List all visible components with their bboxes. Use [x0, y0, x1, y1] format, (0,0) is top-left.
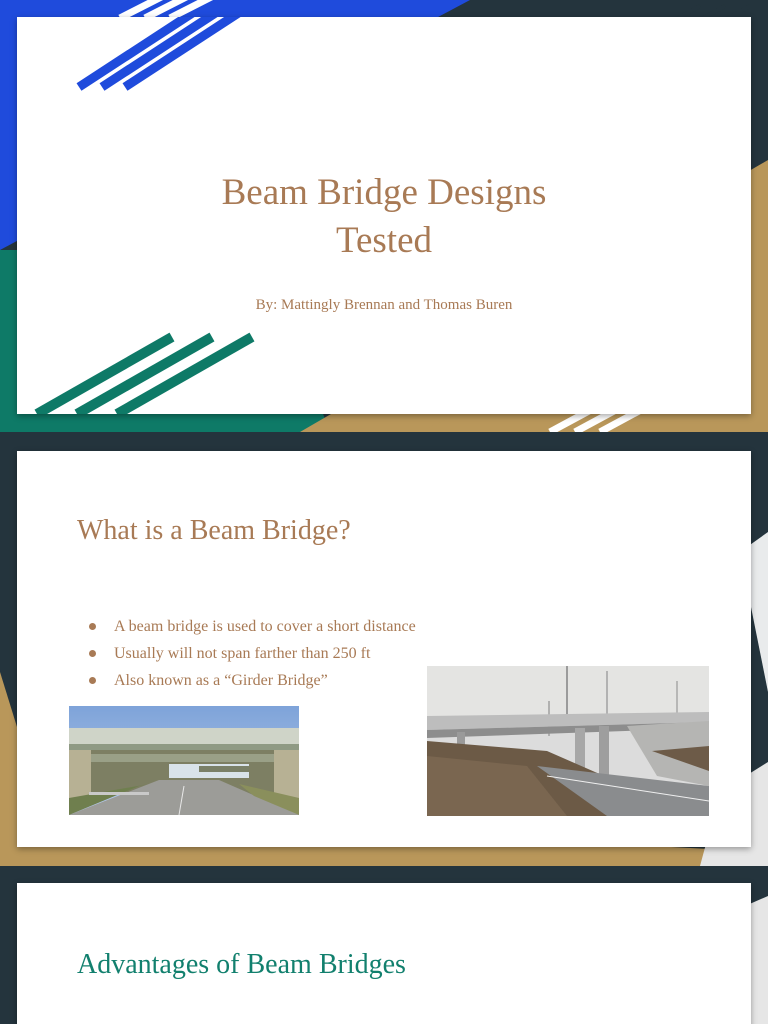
content-slide-card [17, 451, 751, 847]
slide-heading: What is a Beam Bridge? [77, 515, 351, 546]
bullet-item: Also known as a “Girder Bridge” [87, 667, 416, 694]
presentation-title: Beam Bridge Designs Tested [221, 172, 547, 261]
title-slide-card [17, 17, 751, 414]
presentation-subtitle: By: Mattingly Brennan and Thomas Buren [255, 297, 513, 313]
slide-2 [0, 432, 768, 866]
slide-1 [0, 0, 768, 432]
bullet-list [87, 613, 416, 694]
slide-heading: Advantages of Beam Bridges [77, 949, 406, 980]
girder-bridge-overpass-photo [427, 666, 709, 816]
slide-3 [0, 866, 768, 1024]
bullet-item: Usually will not span farther than 250 ft [87, 640, 416, 667]
advantages-slide-card [17, 883, 751, 1024]
beam-bridge-underpass-photo [69, 706, 299, 815]
bullet-item: A beam bridge is used to cover a short distance [87, 613, 416, 640]
